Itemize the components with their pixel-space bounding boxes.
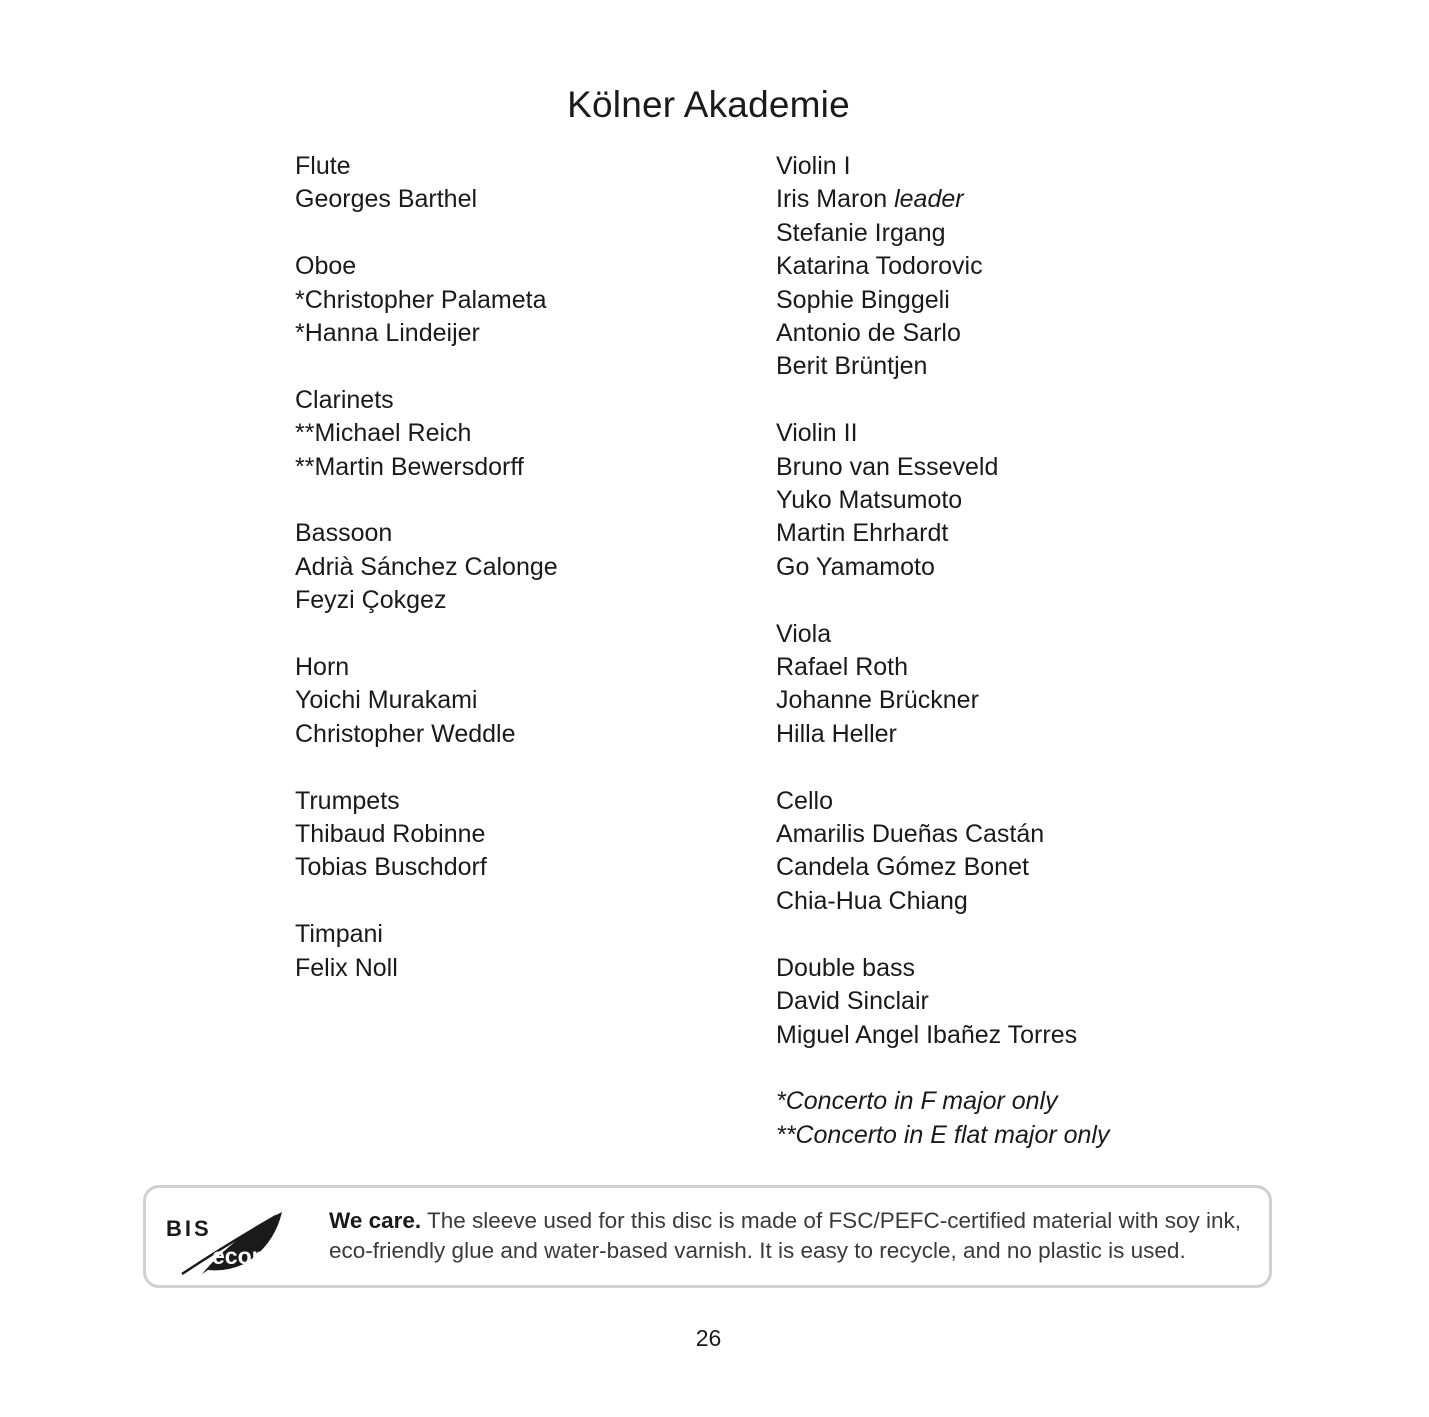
page-title: Kölner Akademie (567, 84, 850, 125)
section-heading: Violin I (776, 152, 851, 180)
musician-name: Amarilis Dueñas Castán (776, 820, 1045, 849)
section-heading: Timpani (295, 920, 383, 949)
eco-notice-lead: We care. (329, 1208, 422, 1233)
section-heading: Flute (295, 152, 351, 180)
musician-name: *Hanna Lindeijer (295, 319, 480, 348)
logo-ecopak-text: ecopak (212, 1243, 292, 1269)
eco-notice-box (143, 1185, 1272, 1288)
section-heading: Viola (776, 619, 832, 648)
musician-name: Christopher Weddle (295, 719, 516, 748)
musician-name: Berit Brüntjen (776, 352, 928, 381)
section-heading: Double bass (776, 953, 915, 982)
musician-name: Yoichi Murakami (295, 686, 478, 715)
section-heading: Clarinets (295, 385, 394, 414)
section-flute (295, 150, 735, 217)
footnotes (776, 1085, 1236, 1152)
musician-name: Hilla Heller (776, 719, 897, 748)
musician-name: Feyzi Çokgez (295, 586, 447, 615)
section-horn (295, 651, 735, 751)
logo-bis-text: BIS (166, 1216, 212, 1241)
section-violin-1 (776, 150, 1236, 384)
section-cello (776, 785, 1236, 919)
section-heading: Bassoon (295, 519, 393, 548)
section-trumpets (295, 785, 735, 885)
musician-name: Martin Ehrhardt (776, 519, 949, 548)
musician-name: Iris Maron (776, 185, 888, 214)
section-heading: Horn (295, 653, 350, 682)
musician-name: Chia-Hua Chiang (776, 886, 968, 915)
musician-name: **Michael Reich (295, 419, 472, 448)
section-heading: Trumpets (295, 786, 400, 815)
musician-name: Stefanie Irgang (776, 218, 946, 247)
musician-name: Go Yamamoto (776, 552, 935, 581)
footnote: **Concerto in E flat major only (776, 1120, 1110, 1149)
leader-line (776, 183, 1236, 216)
bis-ecopak-logo (164, 1206, 309, 1276)
musician-name: Yuko Matsumoto (776, 486, 963, 515)
musician-name: Antonio de Sarlo (776, 319, 961, 348)
musician-name: Tobias Buschdorf (295, 853, 487, 882)
musician-name: Sophie Binggeli (776, 285, 950, 314)
section-clarinets (295, 384, 735, 484)
musician-name: Felix Noll (295, 953, 398, 982)
musician-name: **Martin Bewersdorff (295, 452, 524, 481)
section-heading: Cello (776, 786, 833, 815)
musician-name: Miguel Angel Ibañez Torres (776, 1020, 1078, 1049)
eco-notice-body: The sleeve used for this disc is made of FSC/PEFC-certified material with soy ink, eco-friendly glue and water-based varnish. It is easy to recycle, and no plastic is used. (329, 1208, 1242, 1263)
section-viola (776, 618, 1236, 752)
footnote: *Concerto in F major only (776, 1087, 1058, 1116)
leader-role: leader (894, 185, 964, 214)
section-heading: Violin II (776, 419, 858, 448)
musician-name: Katarina Todorovic (776, 252, 983, 281)
musician-name: Georges Barthel (295, 185, 478, 214)
section-heading: Oboe (295, 252, 357, 281)
section-double-bass (776, 952, 1236, 1052)
section-violin-2 (776, 417, 1236, 584)
musician-name: Thibaud Robinne (295, 820, 486, 849)
musician-name: David Sinclair (776, 987, 929, 1016)
eco-notice-text (329, 1206, 1259, 1266)
musician-name: Candela Gómez Bonet (776, 853, 1029, 882)
musician-name: Bruno van Esseveld (776, 452, 999, 481)
right-column (776, 150, 1236, 1152)
section-timpani (295, 918, 735, 985)
musician-name: Rafael Roth (776, 653, 909, 682)
musician-name: Adrià Sánchez Calonge (295, 552, 558, 581)
musician-name: Johanne Brückner (776, 686, 979, 715)
section-bassoon (295, 517, 735, 617)
page-number: 26 (695, 1325, 722, 1351)
musician-name: *Christopher Palameta (295, 285, 547, 314)
section-oboe (295, 250, 735, 350)
left-column (295, 150, 735, 1018)
